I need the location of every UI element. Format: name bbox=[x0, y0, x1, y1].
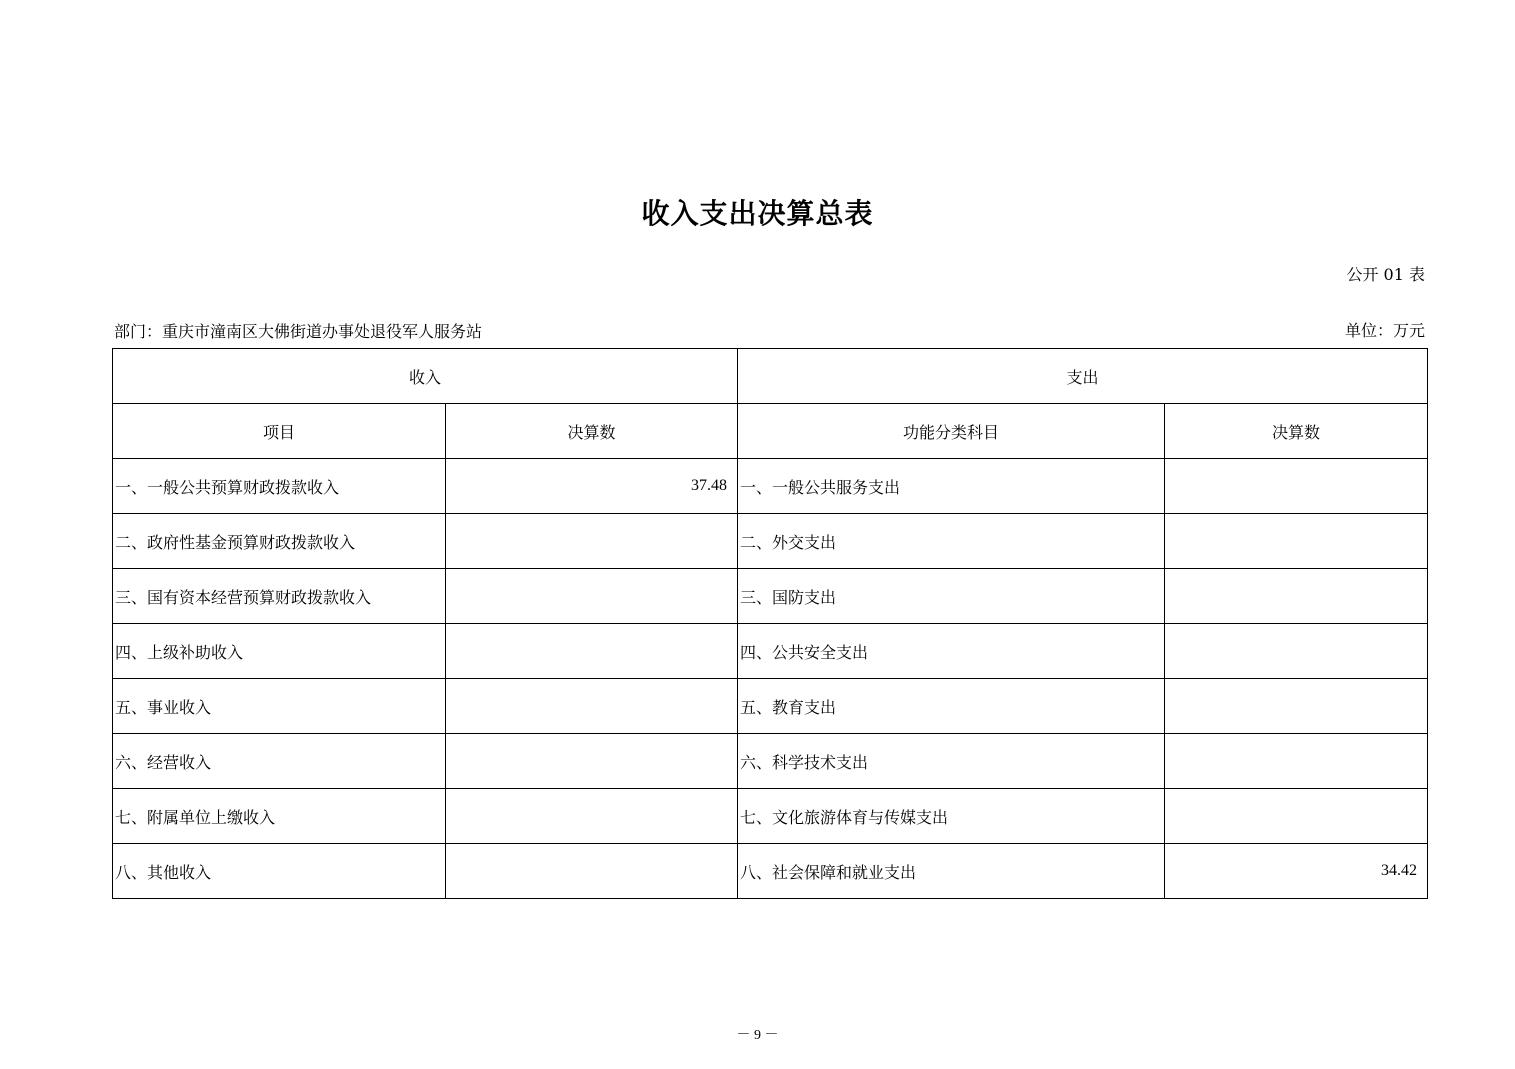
expense-item-header: 功能分类科目 bbox=[738, 404, 1165, 459]
expense-item-cell: 一、一般公共服务支出 bbox=[738, 459, 1165, 514]
income-amount-cell: 37.48 bbox=[446, 459, 738, 514]
income-item-cell: 四、上级补助收入 bbox=[113, 624, 446, 679]
table-row bbox=[113, 569, 1428, 624]
income-amount-cell bbox=[446, 734, 738, 789]
income-item-cell: 三、国有资本经营预算财政拨款收入 bbox=[113, 569, 446, 624]
table-row bbox=[113, 624, 1428, 679]
income-item-cell: 一、一般公共预算财政拨款收入 bbox=[113, 459, 446, 514]
expense-item-cell: 八、社会保障和就业支出 bbox=[738, 844, 1165, 899]
table-row bbox=[113, 844, 1428, 899]
income-amount-cell bbox=[446, 514, 738, 569]
expense-amount-header: 决算数 bbox=[1165, 404, 1428, 459]
expense-amount-cell: 34.42 bbox=[1165, 844, 1428, 899]
income-item-cell: 八、其他收入 bbox=[113, 844, 446, 899]
expense-amount-cell bbox=[1165, 569, 1428, 624]
table-row bbox=[113, 789, 1428, 844]
expense-amount-cell bbox=[1165, 789, 1428, 844]
income-group-header: 收入 bbox=[113, 349, 738, 404]
expense-item-cell: 二、外交支出 bbox=[738, 514, 1165, 569]
expense-item-cell: 五、教育支出 bbox=[738, 679, 1165, 734]
table-row bbox=[113, 459, 1428, 514]
income-item-cell: 六、经营收入 bbox=[113, 734, 446, 789]
expense-amount-cell bbox=[1165, 679, 1428, 734]
expense-amount-cell bbox=[1165, 459, 1428, 514]
income-expense-table bbox=[112, 348, 1428, 899]
expense-group-header: 支出 bbox=[738, 349, 1428, 404]
income-item-header: 项目 bbox=[113, 404, 446, 459]
income-amount-header: 决算数 bbox=[446, 404, 738, 459]
expense-item-cell: 七、文化旅游体育与传媒支出 bbox=[738, 789, 1165, 844]
income-amount-cell bbox=[446, 569, 738, 624]
expense-item-cell: 三、国防支出 bbox=[738, 569, 1165, 624]
income-item-cell: 五、事业收入 bbox=[113, 679, 446, 734]
unit-label: 单位：万元 bbox=[1344, 321, 1425, 340]
income-amount-cell bbox=[446, 844, 738, 899]
income-item-cell: 七、附属单位上缴收入 bbox=[113, 789, 446, 844]
page-title: 收入支出决算总表 bbox=[641, 197, 874, 230]
expense-item-cell: 六、科学技术支出 bbox=[738, 734, 1165, 789]
expense-amount-cell bbox=[1165, 514, 1428, 569]
expense-amount-cell bbox=[1165, 734, 1428, 789]
form-code: 公开 01 表 bbox=[1346, 265, 1425, 284]
department-label: 部门：重庆市潼南区大佛街道办事处退役军人服务站 bbox=[114, 322, 483, 341]
income-item-cell: 二、政府性基金预算财政拨款收入 bbox=[113, 514, 446, 569]
group-header-row bbox=[113, 349, 1428, 404]
income-amount-cell bbox=[446, 679, 738, 734]
income-amount-cell bbox=[446, 789, 738, 844]
table-row bbox=[113, 679, 1428, 734]
table-row bbox=[113, 734, 1428, 789]
table-row bbox=[113, 514, 1428, 569]
page-number: － 9 － bbox=[736, 1028, 779, 1043]
expense-item-cell: 四、公共安全支出 bbox=[738, 624, 1165, 679]
income-amount-cell bbox=[446, 624, 738, 679]
expense-amount-cell bbox=[1165, 624, 1428, 679]
column-header-row bbox=[113, 404, 1428, 459]
